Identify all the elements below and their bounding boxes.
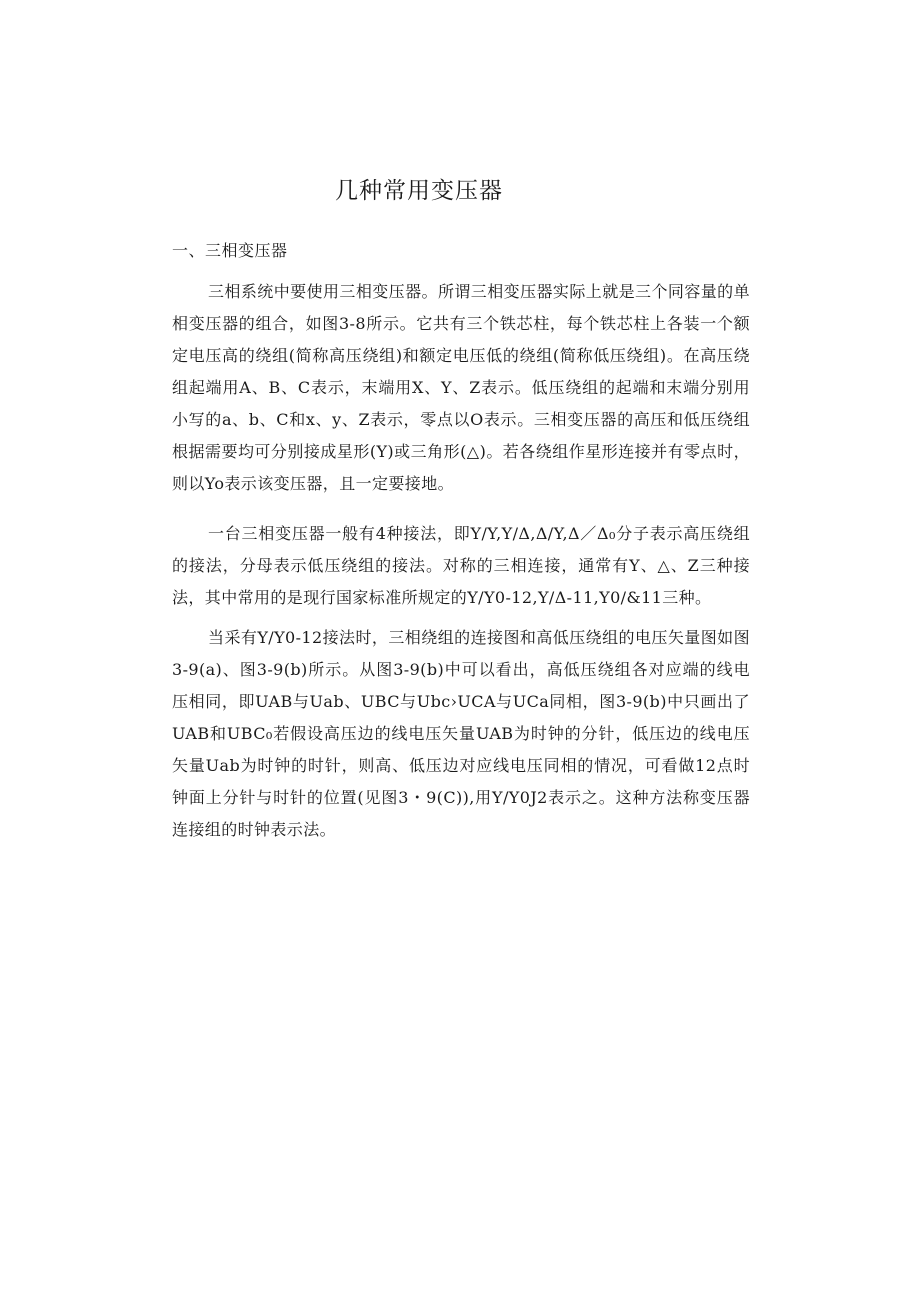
- paragraph-clock-notation: 当采有Y/Y0-12接法时，三相绕组的连接图和高低压绕组的电压矢量图如图3-9(a)、图3-9(b)所示。从图3-9(b)中可以看出，高低压绕组各对应端的线电压相同，即UAB与Uab、UBC与Ubc›UCA与UCa同相，图3-9(b)中只画出了UAB和UBC₀若假设高压边的线电压矢量UAB为时钟的分针，低压边的线电压矢量Uab为时钟的时针，则高、低压边对应线电压同相的情况，可看做12点时钟面上分针与时针的位置(见图3・9(C)),用Y/Y0J2表示之。这种方法称变压器连接组的时钟表示法。: [172, 628, 750, 839]
- paragraph-connection-methods: 一台三相变压器一般有4种接法，即Y/Y,Y/Δ,Δ/Y,Δ／Δ₀分子表示高压绕组的接法，分母表示低压绕组的接法。对称的三相连接，通常有Y、△、Z三种接法，其中常用的是现行国家标准所规定的Y/Y0-12,Y/Δ-11,Y0/&11三种。: [172, 524, 750, 607]
- document-title: 几种常用变压器: [335, 178, 503, 204]
- section-heading: 一、三相变压器: [172, 241, 288, 260]
- paragraph-three-phase-intro: 三相系统中要使用三相变压器。所谓三相变压器实际上就是三个同容量的单相变压器的组合，如图3-8所示。它共有三个铁芯柱，每个铁芯柱上各装一个额定电压高的绕组(简称高压绕组)和额定电压低的绕组(简称低压绕组)。在高压绕组起端用A、B、C表示，末端用X、Y、Z表示。低压绕组的起端和末端分别用小写的a、b、C和x、y、Z表示，零点以O表示。三相变压器的高压和低压绕组根据需要均可分别接成星形(Y)或三角形(△)。若各绕组作星形连接并有零点时，则以Yo表示该变压器，且一定要接地。: [172, 282, 750, 493]
